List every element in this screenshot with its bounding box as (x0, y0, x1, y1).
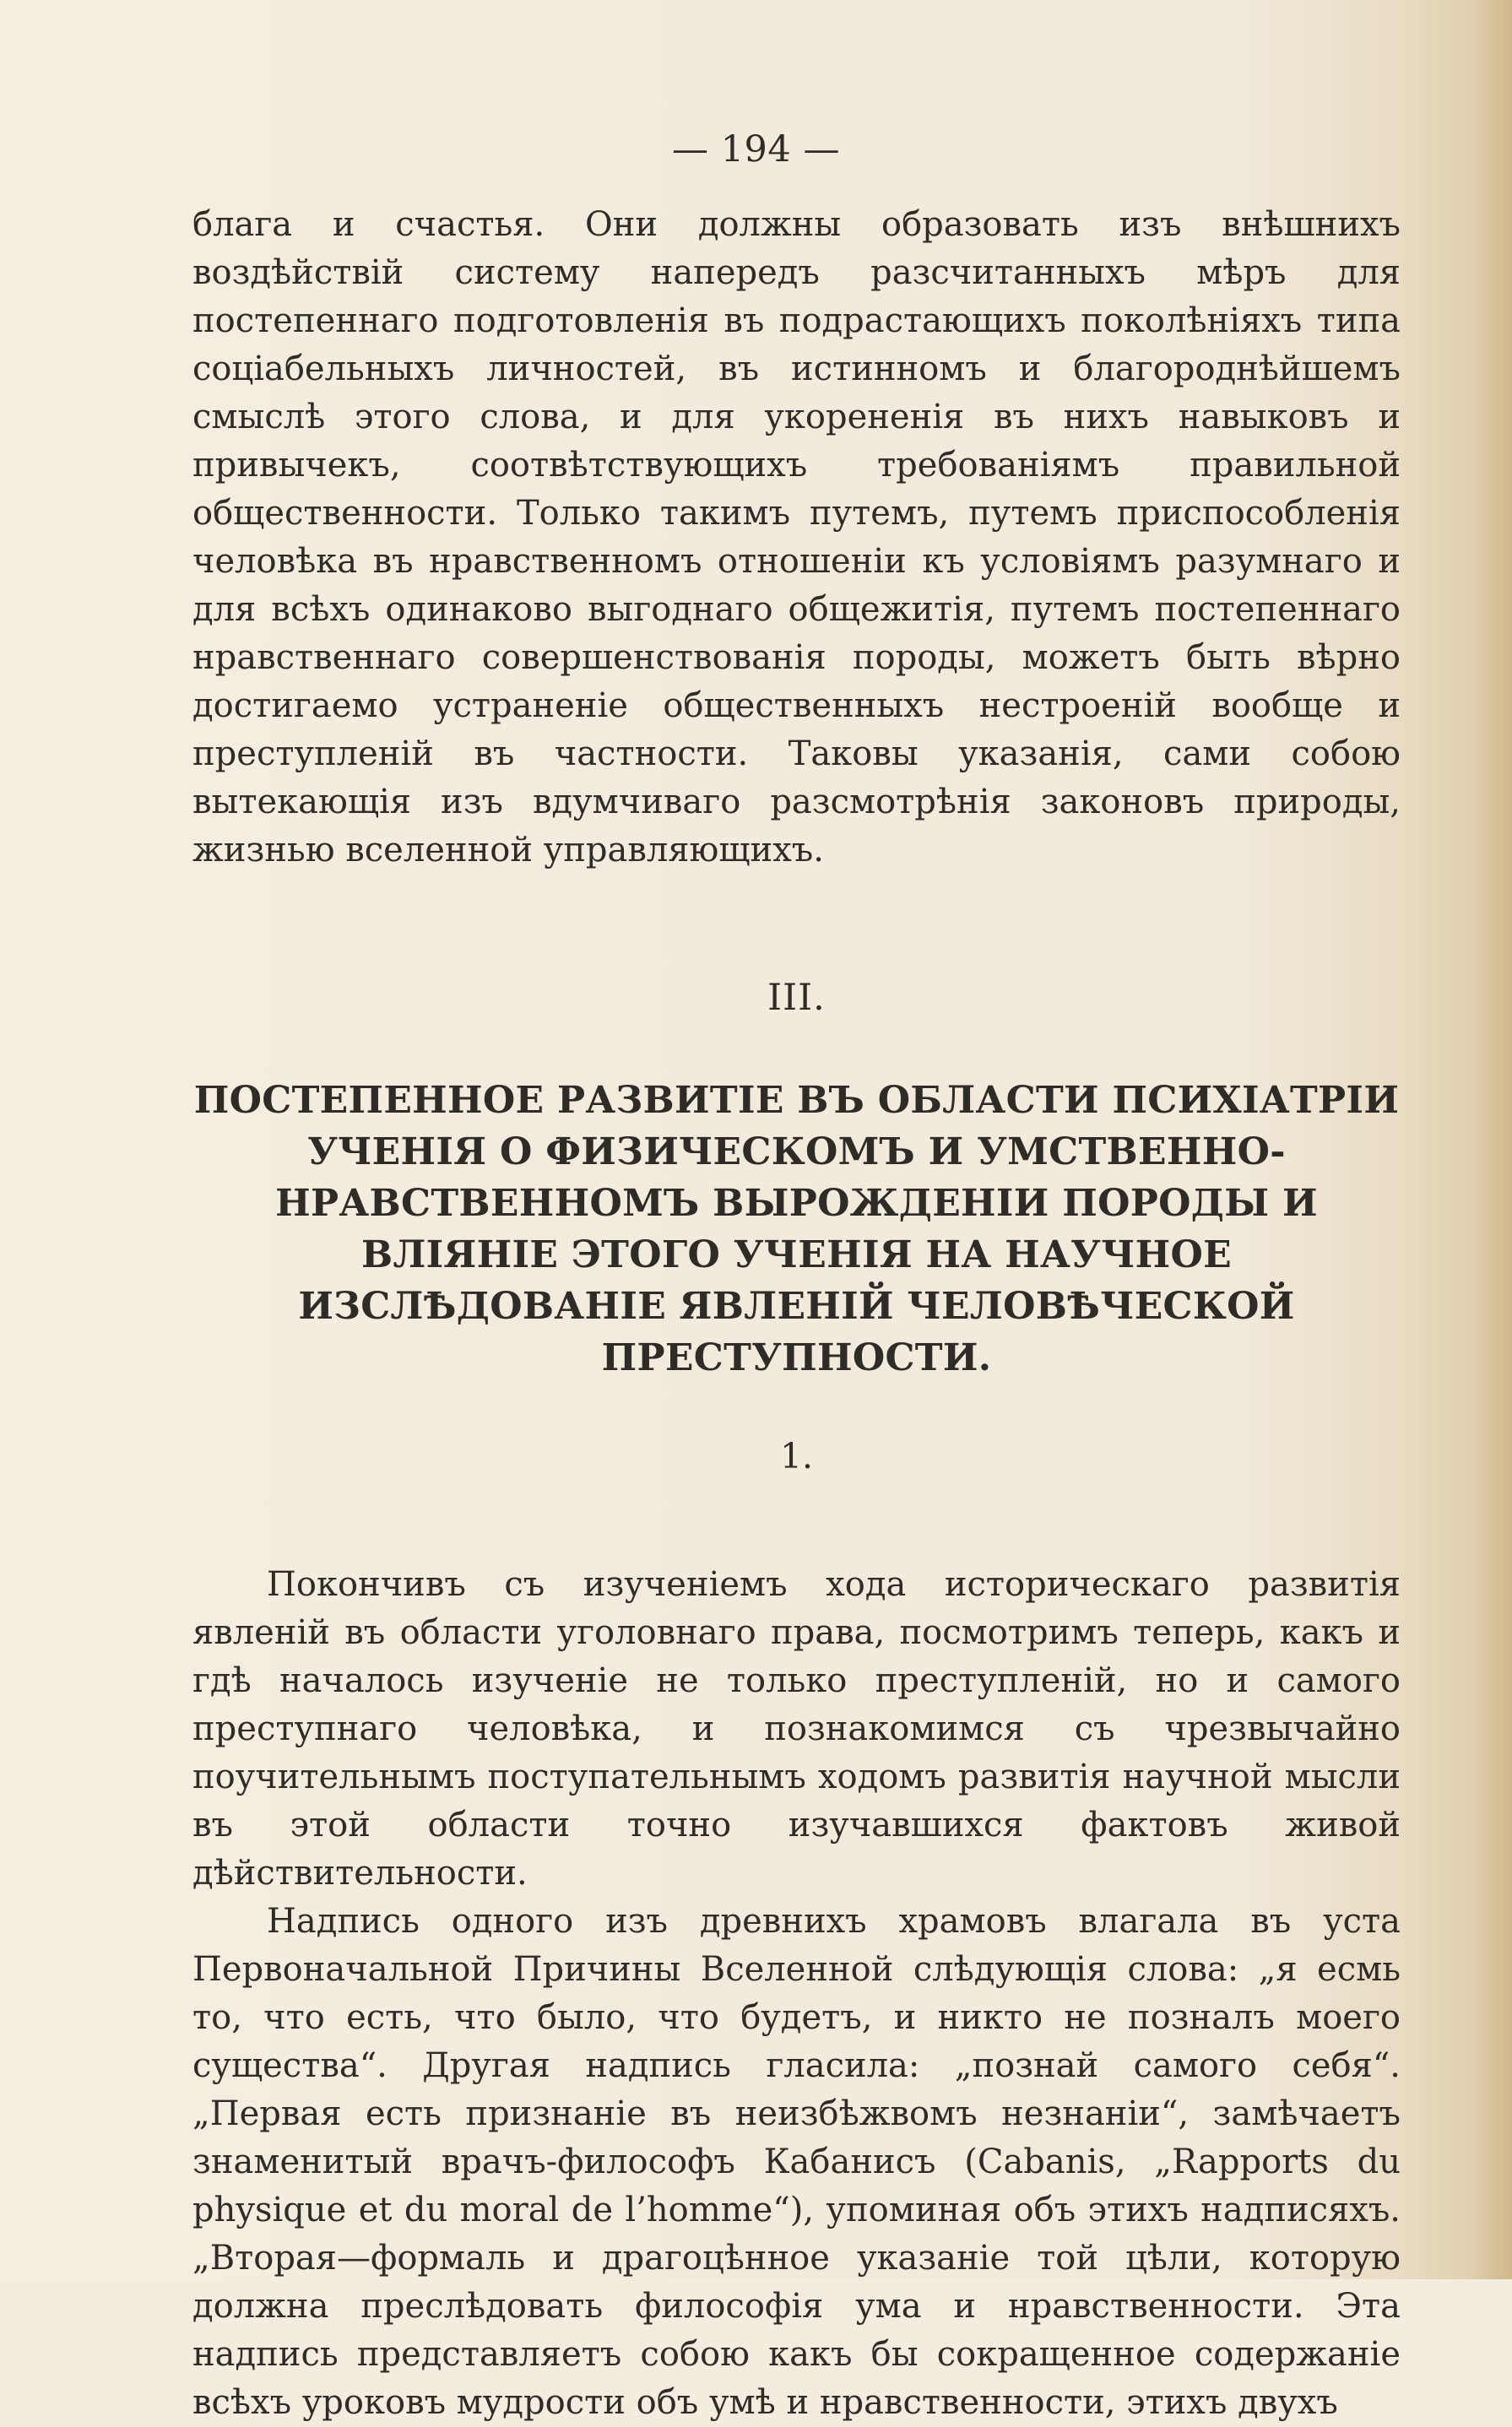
section-roman-numeral: III. (767, 977, 826, 1019)
intro-paragraph: блага и счастья. Они должны образовать изъ внѣшнихъ воздѣйствій систему напередъ разсчитанныхъ мѣръ для постепеннаго подготовленія въ подрастающихъ поколѣніяхъ типа соціабельныхъ личностей, въ истинномъ и благороднѣйшемъ смыслѣ этого слова, и для укорененія въ нихъ навыковъ и привычекъ, соотвѣтствующихъ требованіямъ правильной общественности. Только такимъ путемъ, путемъ приспособленія человѣка въ нравственномъ отношеніи къ условіямъ разумнаго и для всѣхъ одинаково выгоднаго общежитія, путемъ постепеннаго нравственнаго совершенствованія породы, можетъ быть вѣрно достигаемо устраненіе общественныхъ нестроеній вообще и преступленій въ частности. Таковы указанія, сами собою вытекающія изъ вдумчиваго разсмотрѣнія законовъ природы, жизнью вселенной управляющихъ. (192, 205, 1401, 869)
body-paragraph: Надпись одного изъ древнихъ храмовъ влагала въ уста Первоначальной Причины Вселенной слѣдующія слова: „я есмь то, что есть, что было, что будетъ, и никто не позналъ моего существа“. Другая надпись гласила: „познай самого себя“. „Первая есть признаніе въ неизбѣжвомъ незнаніи“, замѣчаетъ знаменитый врачъ-философъ Кабанисъ (Cabanis, „Rapports du physique et du moral de l’homme“), упоминая объ этихъ надписяхъ. „Вторая—формаль и драгоцѣнное указаніе той цѣли, которую должна преслѣдовать философія ума и нравственности. Эта надпись представляетъ собою какъ бы сокращенное содержаніе всѣхъ уроковъ мудрости объ умѣ и нравственности, этихъ двухъ (192, 1902, 1401, 2422)
section-number: 1. (779, 1436, 814, 1476)
page-edge-shadow (1474, 0, 1512, 2279)
body-paragraph: Покончивъ съ изученіемъ хода историческаго развитія явленій въ области уголовнаго права, посмотримъ теперь, какъ и гдѣ началось изученіе не только преступленій, но и самого преступнаго человѣка, и познакомимся съ чрезвычайно поучительнымъ поступательнымъ ходомъ развитія научной мысли въ этой области точно изучавшихся фактовъ живой дѣйствительности. (192, 1565, 1401, 1893)
page-content (192, 201, 1401, 2427)
intro-section (192, 201, 1401, 875)
page-number: — 194 — (672, 128, 840, 171)
section-body (192, 1561, 1401, 2427)
section-title: ПОСТЕПЕННОЕ РАЗВИТІЕ ВЪ ОБЛАСТИ ПСИХІАТРІИ УЧЕНІЯ О ФИЗИЧЕСКОМЪ И УМСТВЕННО-НРАВСТВЕННОМЪ ВЫРОЖДЕНІИ ПОРОДЫ И ВЛІЯНІЕ ЭТОГО УЧЕНІЯ НА НАУЧНОЕ ИЗСЛѢДОВАНІЕ ЯВЛЕНІЙ ЧЕЛОВѢЧЕСКОЙ ПРЕСТУПНОСТИ. (193, 1079, 1400, 1379)
